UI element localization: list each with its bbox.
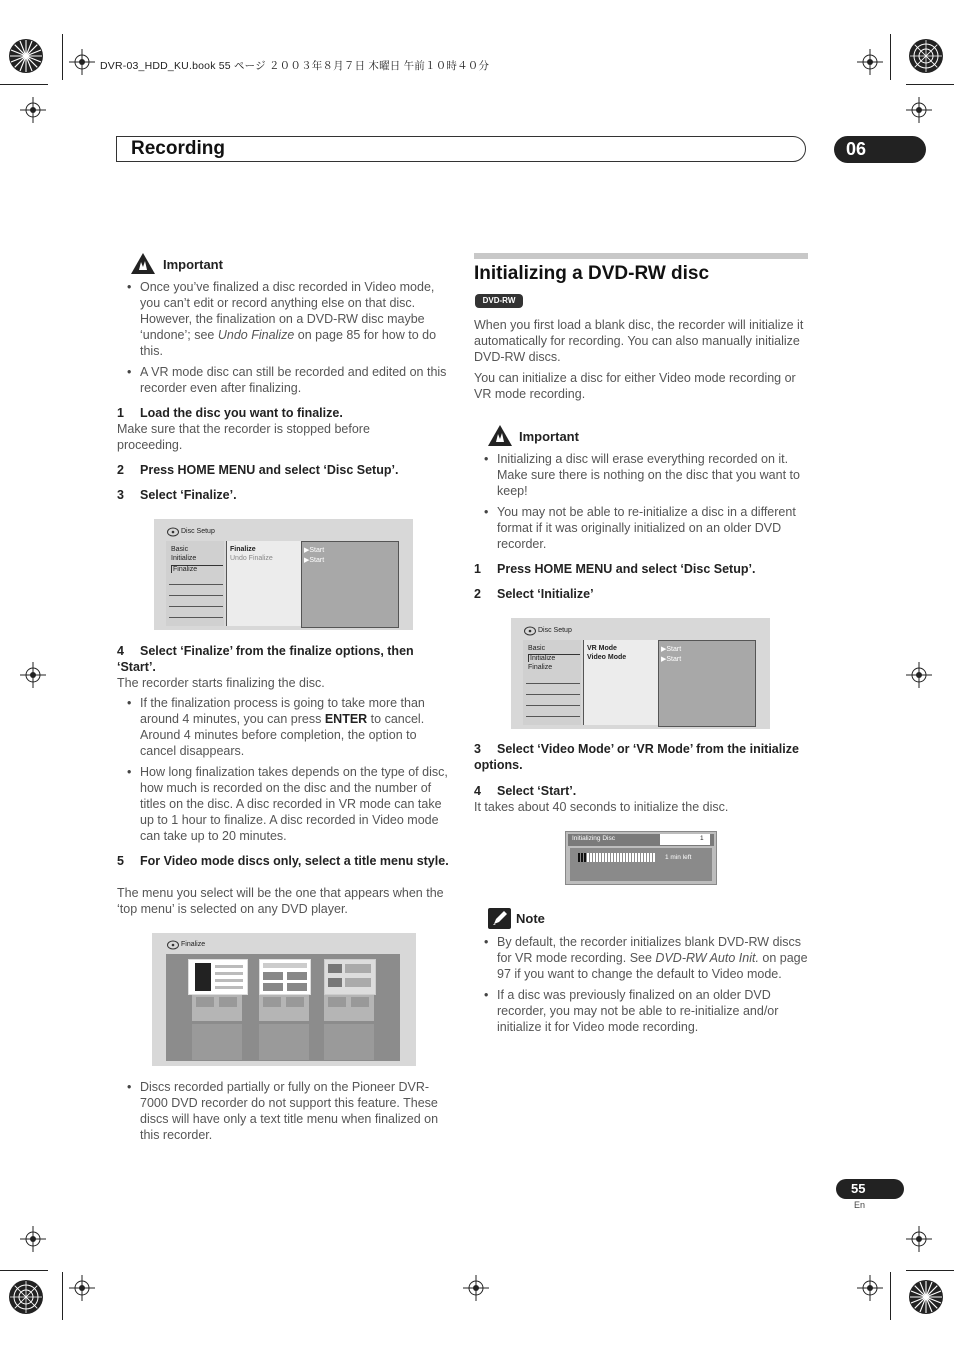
list-item: • By default, the recorder initializes blank DVD-RW discs for VR mode recording. See DVD-RW Auto Init. on page 97 if you want to change the default to Video mode. bbox=[474, 934, 809, 982]
screen-title: Disc Setup bbox=[538, 627, 572, 634]
section-heading: Initializing a DVD-RW disc bbox=[474, 263, 710, 284]
list-item: • A VR mode disc can still be recorded and edited on this recorder even after finalizing. bbox=[117, 364, 452, 396]
crosshair-mark bbox=[69, 49, 95, 75]
option-vr-mode: VR Mode bbox=[587, 645, 617, 652]
list-item: • If a disc was previously finalized on an older DVD recorder, you may not be able to re-initialize and/or initialize it for Video mode recording. bbox=[474, 987, 809, 1035]
crop-line bbox=[0, 84, 48, 85]
initializing-progress-screenshot bbox=[565, 831, 717, 885]
menu-style-thumbnail bbox=[324, 995, 374, 1021]
step-heading: 5 For Video mode discs only, select a title menu style. bbox=[117, 854, 449, 868]
chapter-title: Recording bbox=[131, 138, 225, 159]
intro-paragraph: You can initialize a disc for either Video mode recording or VR mode recording. bbox=[474, 371, 796, 401]
list-item: • You may not be able to re-initialize a disc in a different format if it was originally initialized on an older DVD recorder. bbox=[474, 504, 809, 552]
crosshair-mark bbox=[69, 1275, 95, 1301]
menu-divider bbox=[526, 683, 580, 684]
menu-divider bbox=[169, 617, 223, 618]
menu-divider bbox=[169, 595, 223, 596]
section-rule bbox=[474, 253, 808, 259]
menu-item-basic: Basic bbox=[528, 645, 546, 652]
crop-line bbox=[890, 1272, 891, 1320]
crop-line bbox=[906, 1270, 954, 1271]
disc-setup-finalize-screenshot bbox=[154, 519, 413, 630]
screen-middle-panel bbox=[583, 640, 658, 725]
start-action: ▶Start bbox=[304, 557, 325, 564]
important-heading: Important bbox=[163, 257, 223, 272]
crosshair-mark bbox=[906, 1226, 932, 1252]
step-body: The recorder starts finalizing the disc. bbox=[117, 676, 325, 690]
progress-bar bbox=[578, 853, 655, 862]
menu-item-finalize: Finalize bbox=[528, 664, 553, 671]
menu-divider bbox=[169, 606, 223, 607]
screen-title: Disc Setup bbox=[181, 528, 215, 535]
step4-list bbox=[117, 695, 452, 844]
step-heading: 3 Select ‘Finalize’. bbox=[117, 488, 237, 502]
step-heading: 1 Press HOME MENU and select ‘Disc Setup’. bbox=[474, 562, 756, 576]
start-action: ▶Start bbox=[661, 646, 682, 653]
step-heading: 1 Load the disc you want to finalize. bbox=[117, 406, 343, 420]
option-undo-finalize: Undo Finalize bbox=[230, 555, 273, 562]
important-warning-icon bbox=[130, 252, 156, 275]
sunburst-mark-top-left bbox=[8, 38, 44, 74]
final-note-list bbox=[117, 1079, 452, 1143]
menu-divider bbox=[169, 584, 223, 585]
crosshair-mark bbox=[20, 1226, 46, 1252]
disc-icon bbox=[524, 626, 536, 636]
start-action: ▶Start bbox=[661, 656, 682, 663]
sunburst-mark-top-right bbox=[908, 38, 944, 74]
important-list bbox=[117, 279, 452, 396]
chapter-number-tab: 06 bbox=[834, 136, 926, 163]
option-finalize: Finalize bbox=[230, 546, 256, 553]
print-header-line: DVR-03_HDD_KU.book 55 ページ ２００３年８月７日 木曜日 午前１０時４０分 bbox=[100, 60, 490, 72]
page-number: 55 bbox=[836, 1179, 904, 1199]
progress-title: Initializing Disc bbox=[572, 835, 615, 842]
screen-right-panel bbox=[658, 640, 756, 727]
menu-item-basic: Basic bbox=[171, 546, 189, 553]
note-heading: Note bbox=[516, 911, 545, 926]
step-heading: 4 Select ‘Start’. bbox=[474, 784, 577, 798]
progress-fill bbox=[578, 853, 586, 862]
menu-style-thumbnail bbox=[188, 959, 248, 995]
list-item: • Initializing a disc will erase everything recorded on it. Make sure there is nothing on the disc that you want to keep! bbox=[474, 451, 809, 499]
list-item: • Discs recorded partially or fully on the Pioneer DVR-7000 DVD recorder do not support this feature. These discs will have only a text title menu when finalized on this recorder. bbox=[117, 1079, 452, 1143]
important-warning-icon bbox=[487, 424, 513, 447]
crop-line bbox=[62, 1272, 63, 1320]
screen-right-panel bbox=[301, 541, 399, 628]
finalize-menu-style-screenshot bbox=[152, 933, 416, 1066]
note-list bbox=[474, 934, 809, 1035]
progress-remaining: 1 min left bbox=[665, 854, 692, 861]
option-video-mode: Video Mode bbox=[587, 654, 627, 661]
dvd-rw-badge: DVD-RW bbox=[475, 294, 523, 308]
list-item: • Once you’ve finalized a disc recorded in Video mode, you can’t edit or record anything else on that disc. However, the finalization on a DVD-RW disc maybe ‘undone’; see Undo Finalize on page 85 for how to do this. bbox=[117, 279, 452, 359]
disc-icon bbox=[167, 527, 179, 537]
step-body: The menu you select will be the one that appears when the ‘top menu’ is selected on any DVD player. bbox=[117, 886, 444, 916]
step-heading: 4 Select ‘Finalize’ from the finalize options, then ‘Start’. bbox=[117, 644, 414, 674]
crop-line bbox=[890, 34, 891, 80]
disc-icon bbox=[167, 940, 179, 950]
menu-style-thumbnail bbox=[259, 995, 309, 1021]
step-heading: 2 Press HOME MENU and select ‘Disc Setup’. bbox=[117, 463, 399, 477]
important-heading: Important bbox=[519, 429, 579, 444]
crosshair-mark bbox=[906, 662, 932, 688]
menu-style-thumbnail bbox=[259, 959, 311, 995]
sunburst-mark-bottom-right bbox=[908, 1279, 944, 1315]
menu-divider bbox=[526, 694, 580, 695]
screen-title: Finalize bbox=[181, 941, 206, 948]
menu-style-thumbnail bbox=[192, 995, 242, 1021]
crosshair-mark bbox=[857, 1275, 883, 1301]
menu-item-finalize: Finalize bbox=[171, 565, 223, 573]
crosshair-mark bbox=[20, 97, 46, 123]
crosshair-mark bbox=[463, 1275, 489, 1301]
crop-line bbox=[0, 1270, 48, 1271]
note-pencil-icon bbox=[488, 908, 511, 929]
menu-divider bbox=[526, 716, 580, 717]
progress-count: 1 bbox=[700, 835, 704, 842]
menu-item-initialize: Initialize bbox=[171, 555, 197, 562]
sunburst-mark-bottom-left bbox=[8, 1279, 44, 1315]
crosshair-mark bbox=[906, 97, 932, 123]
intro-paragraph: When you first load a blank disc, the recorder will initialize it automatically for recording. You can also manually initialize DVD-RW discs. bbox=[474, 318, 804, 364]
list-item: • How long finalization takes depends on the type of disc, how much is recorded on the disc and the number of titles on the disc. A disc recorded in VR mode can take up to 1 hour to finalize. A disc recorded in Video mode can take up to 20 minutes. bbox=[117, 764, 452, 844]
crosshair-mark bbox=[857, 49, 883, 75]
menu-divider bbox=[526, 705, 580, 706]
step-body: It takes about 40 seconds to initialize the disc. bbox=[474, 800, 729, 814]
important-list bbox=[474, 451, 809, 552]
disc-setup-initialize-screenshot bbox=[511, 618, 770, 729]
step-heading: 2 Select ‘Initialize’ bbox=[474, 587, 594, 601]
step-body: Make sure that the recorder is stopped before proceeding. bbox=[117, 422, 370, 452]
screen-middle-panel bbox=[226, 541, 301, 626]
language-code: En bbox=[854, 1200, 866, 1210]
menu-style-panel bbox=[166, 954, 400, 1061]
list-item: • If the finalization process is going to take more than around 4 minutes, you can press ENTER to cancel. Around 4 minutes before completion, the option to cancel disappears. bbox=[117, 695, 452, 759]
crop-line bbox=[906, 84, 954, 85]
crop-line bbox=[62, 34, 63, 80]
start-action: ▶Start bbox=[304, 547, 325, 554]
step-heading: 3 Select ‘Video Mode’ or ‘VR Mode’ from the initialize options. bbox=[474, 742, 799, 772]
chapter-title-bar bbox=[116, 136, 806, 162]
crosshair-mark bbox=[20, 662, 46, 688]
menu-style-thumbnail bbox=[324, 959, 376, 995]
menu-item-initialize: Initialize bbox=[528, 654, 580, 662]
